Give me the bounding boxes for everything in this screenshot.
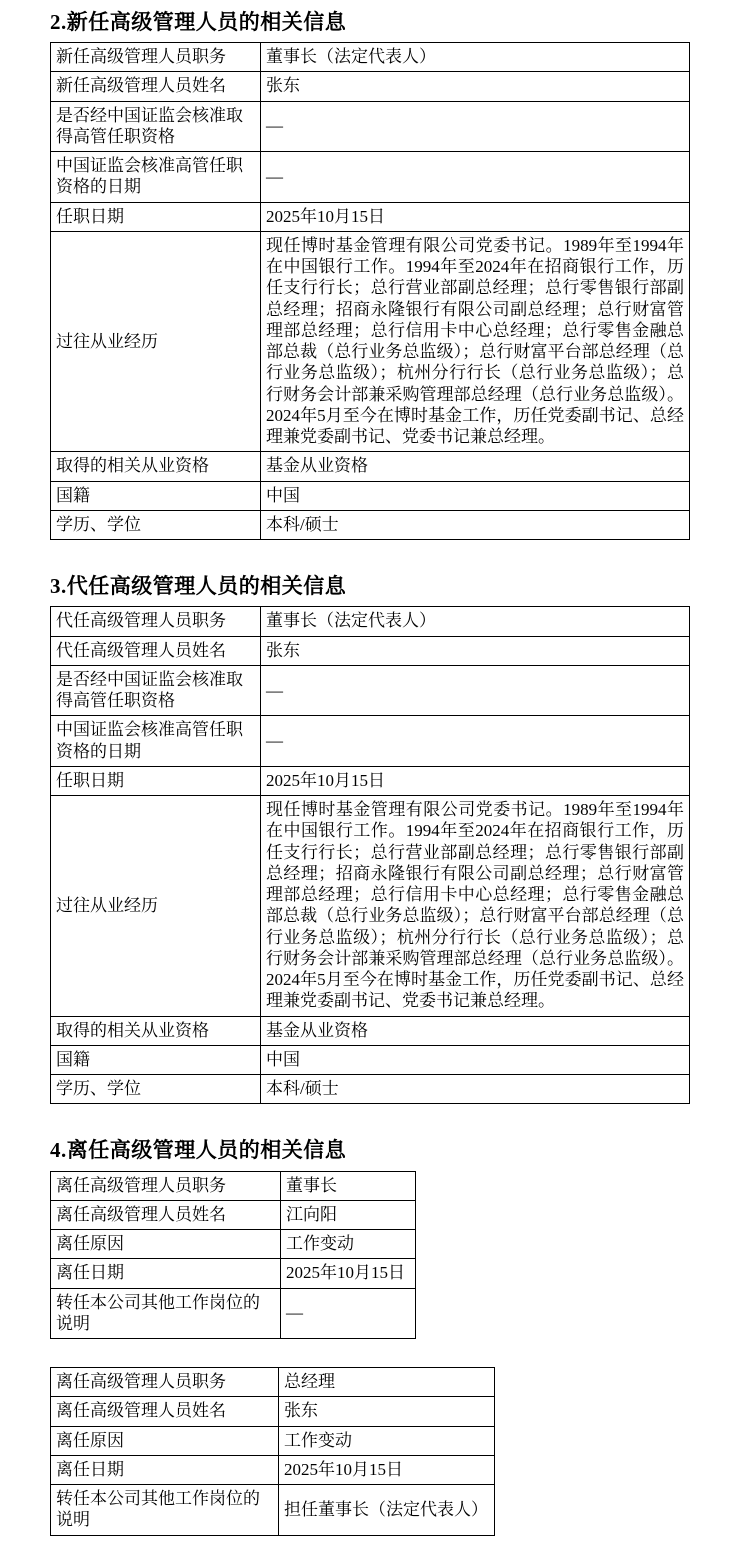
table-row <box>51 202 690 231</box>
row-label: 任职日期 <box>51 766 261 795</box>
table-row <box>51 1397 495 1426</box>
row-label: 国籍 <box>51 481 261 510</box>
row-label: 是否经中国证监会核准取得高管任职资格 <box>51 101 261 152</box>
row-value: 董事长（法定代表人） <box>261 43 690 72</box>
row-value: 工作变动 <box>279 1426 495 1455</box>
row-label: 代任高级管理人员姓名 <box>51 636 261 665</box>
row-label: 过往从业经历 <box>51 796 261 1017</box>
table-row <box>51 510 690 539</box>
table-row <box>51 636 690 665</box>
row-label: 中国证监会核准高管任职资格的日期 <box>51 716 261 767</box>
row-value: 本科/硕士 <box>261 1075 690 1104</box>
table-row <box>51 716 690 767</box>
table-row <box>51 452 690 481</box>
row-label: 离任高级管理人员姓名 <box>51 1397 279 1426</box>
row-value: 现任博时基金管理有限公司党委书记。1989年至1994年在中国银行工作。1994年至2024年在招商银行工作，历任支行行长；总行营业部副总经理；总行零售银行部副总经理；招商永隆银行有限公司副总经理；总行财富管理部总经理；总行信用卡中心总经理；总行零售金融总部总裁（总行业务总监级）；总行财富平台部总经理（总行业务总监级）；杭州分行行长（总行业务总监级）；总行财务会计部兼采购管理部总经理（总行业务总监级）。2024年5月至今在博时基金工作，历任党委副书记、总经理兼党委副书记、党委书记兼总经理。 <box>261 796 690 1017</box>
row-value: 董事长 <box>281 1171 416 1200</box>
table-row <box>51 1259 416 1288</box>
row-value: 2025年10月15日 <box>261 202 690 231</box>
table-row <box>51 1016 690 1045</box>
section-departing-manager <box>50 1138 690 1535</box>
row-value: 总经理 <box>279 1368 495 1397</box>
row-value: 现任博时基金管理有限公司党委书记。1989年至1994年在中国银行工作。1994年至2024年在招商银行工作，历任支行行长；总行营业部副总经理；总行零售银行部副总经理；招商永隆银行有限公司副总经理；总行财富管理部总经理；总行信用卡中心总经理；总行零售金融总部总裁（总行业务总监级）；总行财富平台部总经理（总行业务总监级）；杭州分行行长（总行业务总监级）；总行财务会计部兼采购管理部总经理（总行业务总监级）。2024年5月至今在博时基金工作，历任党委副书记、总经理兼党委副书记、党委书记兼总经理。 <box>261 231 690 452</box>
section-new-manager <box>50 10 690 540</box>
row-value: 本科/硕士 <box>261 510 690 539</box>
row-value: 担任董事长（法定代表人） <box>279 1485 495 1536</box>
section-title-departing: 4.离任高级管理人员的相关信息 <box>50 1138 347 1163</box>
row-label: 离任原因 <box>51 1230 281 1259</box>
row-value: 2025年10月15日 <box>281 1259 416 1288</box>
row-value: 基金从业资格 <box>261 1016 690 1045</box>
row-value: 中国 <box>261 481 690 510</box>
row-label: 国籍 <box>51 1045 261 1074</box>
row-label: 离任高级管理人员姓名 <box>51 1200 281 1229</box>
table-row <box>51 1455 495 1484</box>
row-value: 2025年10月15日 <box>279 1455 495 1484</box>
new-manager-table <box>50 42 690 540</box>
row-value: — <box>261 716 690 767</box>
table-row <box>51 43 690 72</box>
table-row <box>51 1200 416 1229</box>
row-label: 转任本公司其他工作岗位的说明 <box>51 1485 279 1536</box>
table-row <box>51 481 690 510</box>
row-label: 代任高级管理人员职务 <box>51 607 261 636</box>
row-label: 任职日期 <box>51 202 261 231</box>
section-title-new: 2.新任高级管理人员的相关信息 <box>50 10 347 34</box>
table-row <box>51 665 690 716</box>
row-value: — <box>261 152 690 203</box>
row-label: 取得的相关从业资格 <box>51 1016 261 1045</box>
row-value: 张东 <box>261 636 690 665</box>
table-row <box>51 766 690 795</box>
row-value: — <box>281 1288 416 1339</box>
table-row <box>51 1230 416 1259</box>
row-value: 江向阳 <box>281 1200 416 1229</box>
table-row <box>51 796 690 1017</box>
table-row <box>51 1288 416 1339</box>
row-label: 是否经中国证监会核准取得高管任职资格 <box>51 665 261 716</box>
table-row <box>51 101 690 152</box>
row-label: 学历、学位 <box>51 1075 261 1104</box>
table-row <box>51 1485 495 1536</box>
row-label: 学历、学位 <box>51 510 261 539</box>
table-row <box>51 1368 495 1397</box>
row-label: 过往从业经历 <box>51 231 261 452</box>
row-label: 离任日期 <box>51 1259 281 1288</box>
row-value: 2025年10月15日 <box>261 766 690 795</box>
section-title-acting: 3.代任高级管理人员的相关信息 <box>50 574 347 599</box>
row-label: 转任本公司其他工作岗位的说明 <box>51 1288 281 1339</box>
row-label: 离任高级管理人员职务 <box>51 1171 281 1200</box>
row-label: 取得的相关从业资格 <box>51 452 261 481</box>
row-value: 工作变动 <box>281 1230 416 1259</box>
table-spacer <box>50 1339 690 1367</box>
table-row <box>51 1171 416 1200</box>
departing-manager-table-1 <box>50 1171 416 1340</box>
table-row <box>51 1426 495 1455</box>
table-row <box>51 72 690 101</box>
row-label: 中国证监会核准高管任职资格的日期 <box>51 152 261 203</box>
row-label: 离任原因 <box>51 1426 279 1455</box>
table-row <box>51 231 690 452</box>
row-value: — <box>261 101 690 152</box>
row-label: 离任高级管理人员职务 <box>51 1368 279 1397</box>
row-value: 中国 <box>261 1045 690 1074</box>
row-value: 董事长（法定代表人） <box>261 607 690 636</box>
row-value: 基金从业资格 <box>261 452 690 481</box>
row-label: 离任日期 <box>51 1455 279 1484</box>
row-label: 新任高级管理人员职务 <box>51 43 261 72</box>
row-value: — <box>261 665 690 716</box>
row-value: 张东 <box>279 1397 495 1426</box>
table-row <box>51 1075 690 1104</box>
table-row <box>51 152 690 203</box>
table-row <box>51 1045 690 1074</box>
section-acting-manager <box>50 574 690 1104</box>
departing-manager-table-2 <box>50 1367 495 1536</box>
acting-manager-table <box>50 606 690 1104</box>
row-label: 新任高级管理人员姓名 <box>51 72 261 101</box>
table-row <box>51 607 690 636</box>
row-value: 张东 <box>261 72 690 101</box>
